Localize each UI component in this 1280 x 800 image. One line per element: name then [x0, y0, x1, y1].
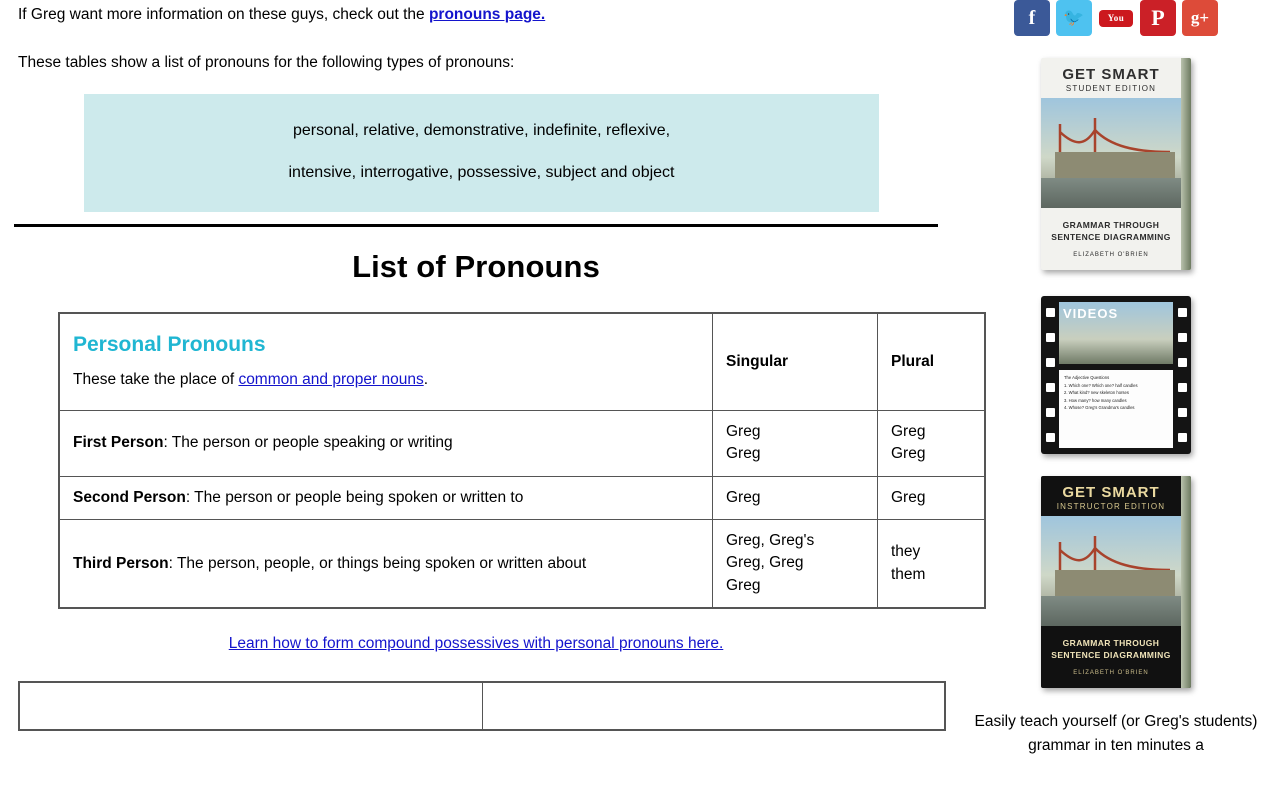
videos-filmstrip[interactable] — [1041, 296, 1191, 454]
twitter-icon[interactable] — [1056, 0, 1092, 36]
table-row — [59, 519, 985, 608]
pronouns-page-link[interactable]: pronouns page. — [428, 6, 546, 23]
table-header-row — [59, 313, 985, 411]
bridge-illustration — [1055, 530, 1175, 596]
subheading-suffix: . — [423, 370, 429, 388]
row-desc-text: : The person, people, or things being spoken or written about — [168, 554, 587, 572]
common-proper-nouns-link[interactable]: common and proper nouns — [238, 370, 424, 388]
learn-link-wrapper — [14, 635, 938, 653]
book-edition: STUDENT EDITION — [1065, 84, 1157, 93]
personal-pronouns-header-cell — [59, 313, 713, 411]
facebook-glyph: f — [1028, 6, 1036, 29]
twitter-glyph: 🐦 — [1063, 8, 1085, 27]
table-row — [19, 682, 945, 730]
book-edition: INSTRUCTOR EDITION — [1056, 502, 1166, 511]
cell-singular: Greg, Greg's Greg, Greg Greg — [713, 519, 878, 608]
column-header-plural: Plural — [878, 313, 986, 411]
film-frame-text: The Adjective Questions 1. Which one? Which one? half candles 2. What kind? new skeleton horses 3. How many? how many candles 4. Whose? Greg's Grandma's candles — [1059, 370, 1173, 448]
row-description-first-person — [59, 410, 713, 476]
bridge-illustration — [1055, 112, 1175, 178]
intro-text: If Greg want more information on these guys, check out the — [18, 6, 429, 23]
book-spine — [1181, 58, 1191, 270]
compound-possessives-link[interactable]: Learn how to form compound possessives with personal pronouns here. — [228, 635, 724, 653]
row-label: Third Person — [73, 554, 169, 572]
pronoun-table-wrapper — [58, 312, 935, 610]
youtube-icon[interactable] — [1098, 0, 1134, 36]
book-title: GET SMART — [1062, 66, 1160, 83]
row-label: First Person — [73, 434, 164, 452]
pinterest-glyph: P — [1151, 5, 1165, 30]
table-row — [59, 476, 985, 519]
personal-pronouns-subheading — [73, 371, 699, 389]
page-title: List of Pronouns — [352, 248, 600, 284]
cell-plural: they them — [878, 519, 986, 608]
book-subtitle: GRAMMAR THROUGH SENTENCE DIAGRAMMING — [1051, 637, 1171, 661]
row-description-second-person — [59, 476, 713, 519]
pronoun-types-line-1: personal, relative, demonstrative, indefinite, reflexive, — [292, 122, 671, 140]
film-perforations-left — [1043, 300, 1057, 450]
book-spine — [1181, 476, 1191, 688]
film-perforations-right — [1175, 300, 1189, 450]
book-cover-student-edition[interactable] — [1041, 58, 1191, 270]
cover-water — [1041, 596, 1191, 626]
personal-pronouns-table — [58, 312, 986, 610]
cell-right — [482, 682, 945, 730]
row-label: Second Person — [73, 488, 186, 506]
row-description-third-person — [59, 519, 713, 608]
book-author: ELIZABETH O'BRIEN — [1073, 670, 1149, 676]
cover-water — [1041, 178, 1191, 208]
pronoun-types-line-2: intensive, interrogative, possessive, subject and object — [288, 163, 675, 181]
videos-label: VIDEOS — [1063, 306, 1119, 321]
section-divider — [14, 224, 938, 227]
pronoun-types-box — [84, 94, 879, 211]
cell-left — [19, 682, 482, 730]
row-desc-text: : The person or people speaking or writing — [163, 434, 453, 452]
googleplus-icon[interactable] — [1182, 0, 1218, 36]
personal-pronouns-heading: Personal Pronouns — [73, 332, 266, 356]
book-cover-instructor-edition[interactable] — [1041, 476, 1191, 688]
intro-paragraph-2: These tables show a list of pronouns for the following types of pronouns: — [18, 54, 515, 72]
cell-singular: Greg Greg — [713, 410, 878, 476]
next-table-preview — [18, 681, 946, 731]
pinterest-icon[interactable] — [1140, 0, 1176, 36]
cell-plural: Greg — [878, 476, 986, 519]
intro-paragraph — [18, 5, 938, 24]
book-subtitle: GRAMMAR THROUGH SENTENCE DIAGRAMMING — [1051, 219, 1171, 243]
sidebar-caption: Easily teach yourself (or Greg's students) grammar in ten minutes a — [974, 713, 1258, 755]
facebook-icon[interactable] — [1014, 0, 1050, 36]
sidebar — [952, 0, 1280, 800]
book-author: ELIZABETH O'BRIEN — [1073, 252, 1149, 258]
subheading-prefix: These take the place of — [73, 370, 239, 388]
book-title: GET SMART — [1062, 484, 1160, 501]
row-desc-text: : The person or people being spoken or written to — [185, 488, 524, 506]
googleplus-glyph: g+ — [1190, 8, 1210, 27]
table-row — [59, 410, 985, 476]
column-header-singular: Singular — [713, 313, 878, 411]
social-links — [952, 0, 1280, 36]
cell-singular: Greg — [713, 476, 878, 519]
youtube-badge: You — [1099, 10, 1133, 27]
cell-plural: Greg Greg — [878, 410, 986, 476]
